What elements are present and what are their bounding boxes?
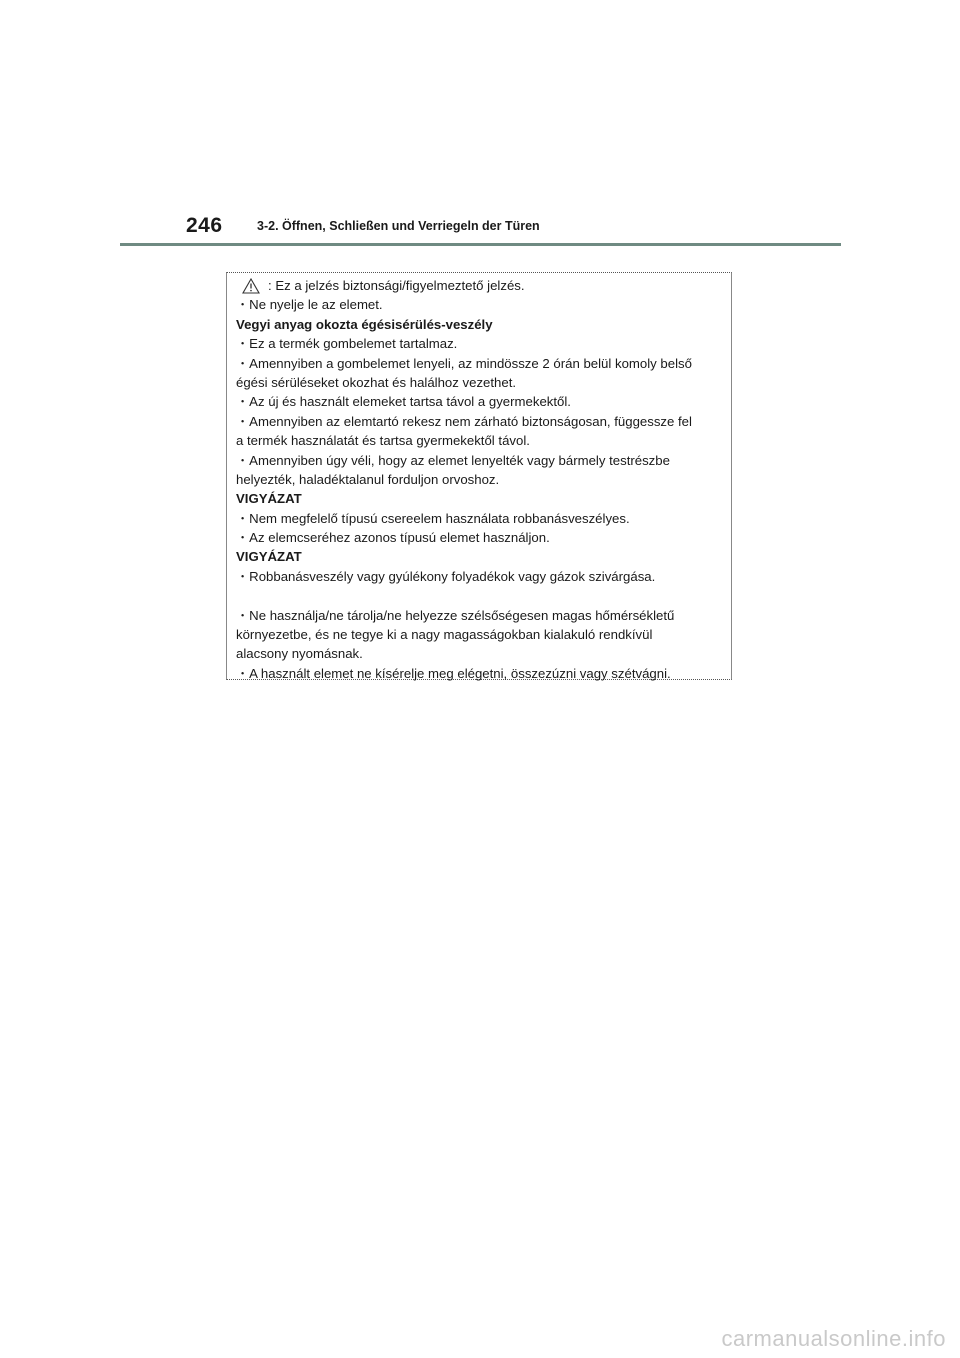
- warning-line: a termék használatát és tartsa gyermekektől távol.: [236, 433, 530, 449]
- warning-text: [236, 276, 726, 683]
- warning-first-line: [236, 276, 726, 295]
- watermark: carmanualsonline.info: [721, 1326, 946, 1351]
- warning-line: ・Amennyiben a gombelemet lenyeli, az mindössze 2 órán belül komoly belső: [236, 355, 692, 371]
- header-rule: [120, 243, 841, 246]
- warning-line: ・Amennyiben úgy véli, hogy az elemet lenyelték vagy bármely testrészbe: [236, 452, 670, 468]
- warning-line: ・Robbanásveszély vagy gyúlékony folyadékok vagy gázok szivárgása.: [236, 568, 656, 584]
- warning-legend: : Ez a jelzés biztonsági/figyelmeztető jelzés.: [268, 278, 525, 293]
- warning-line: VIGYÁZAT: [236, 549, 302, 565]
- warning-line: ・Nem megfelelő típusú csereelem használata robbanásveszélyes.: [236, 510, 630, 526]
- section-title: 3-2. Öffnen, Schließen und Verriegeln der Türen: [257, 219, 540, 233]
- warning-line: égési sérüléseket okozhat és halálhoz vezethet.: [236, 374, 517, 390]
- warning-line: ・Az új és használt elemeket tartsa távol a gyermekektől.: [236, 394, 571, 410]
- warning-line: ・Amennyiben az elemtartó rekesz nem zárható biztonságosan, függessze fel: [236, 413, 692, 429]
- warning-line: ・A használt elemet ne kísérelje meg elégetni, összezúzni vagy szétvágni.: [236, 665, 671, 681]
- page-number: 246: [186, 214, 223, 237]
- warning-line: alacsony nyomásnak.: [236, 646, 363, 662]
- warning-line: ・Ez a termék gombelemet tartalmaz.: [236, 336, 458, 352]
- warning-line: Vegyi anyag okozta égésisérülés-veszély: [236, 316, 493, 332]
- warning-line: [236, 586, 726, 605]
- warning-line: környezetbe, és ne tegye ki a nagy magasságokban kialakuló rendkívül: [236, 627, 653, 643]
- warning-line: ・Ne használja/ne tárolja/ne helyezze szélsőségesen magas hőmérsékletű: [236, 607, 675, 623]
- warning-triangle-icon: [242, 278, 260, 294]
- warning-line: helyezték, haladéktalanul forduljon orvoshoz.: [236, 471, 500, 487]
- warning-line: VIGYÁZAT: [236, 491, 302, 507]
- warning-line: ・Ne nyelje le az elemet.: [236, 297, 383, 313]
- warning-line: ・Az elemcseréhez azonos típusú elemet használjon.: [236, 530, 550, 546]
